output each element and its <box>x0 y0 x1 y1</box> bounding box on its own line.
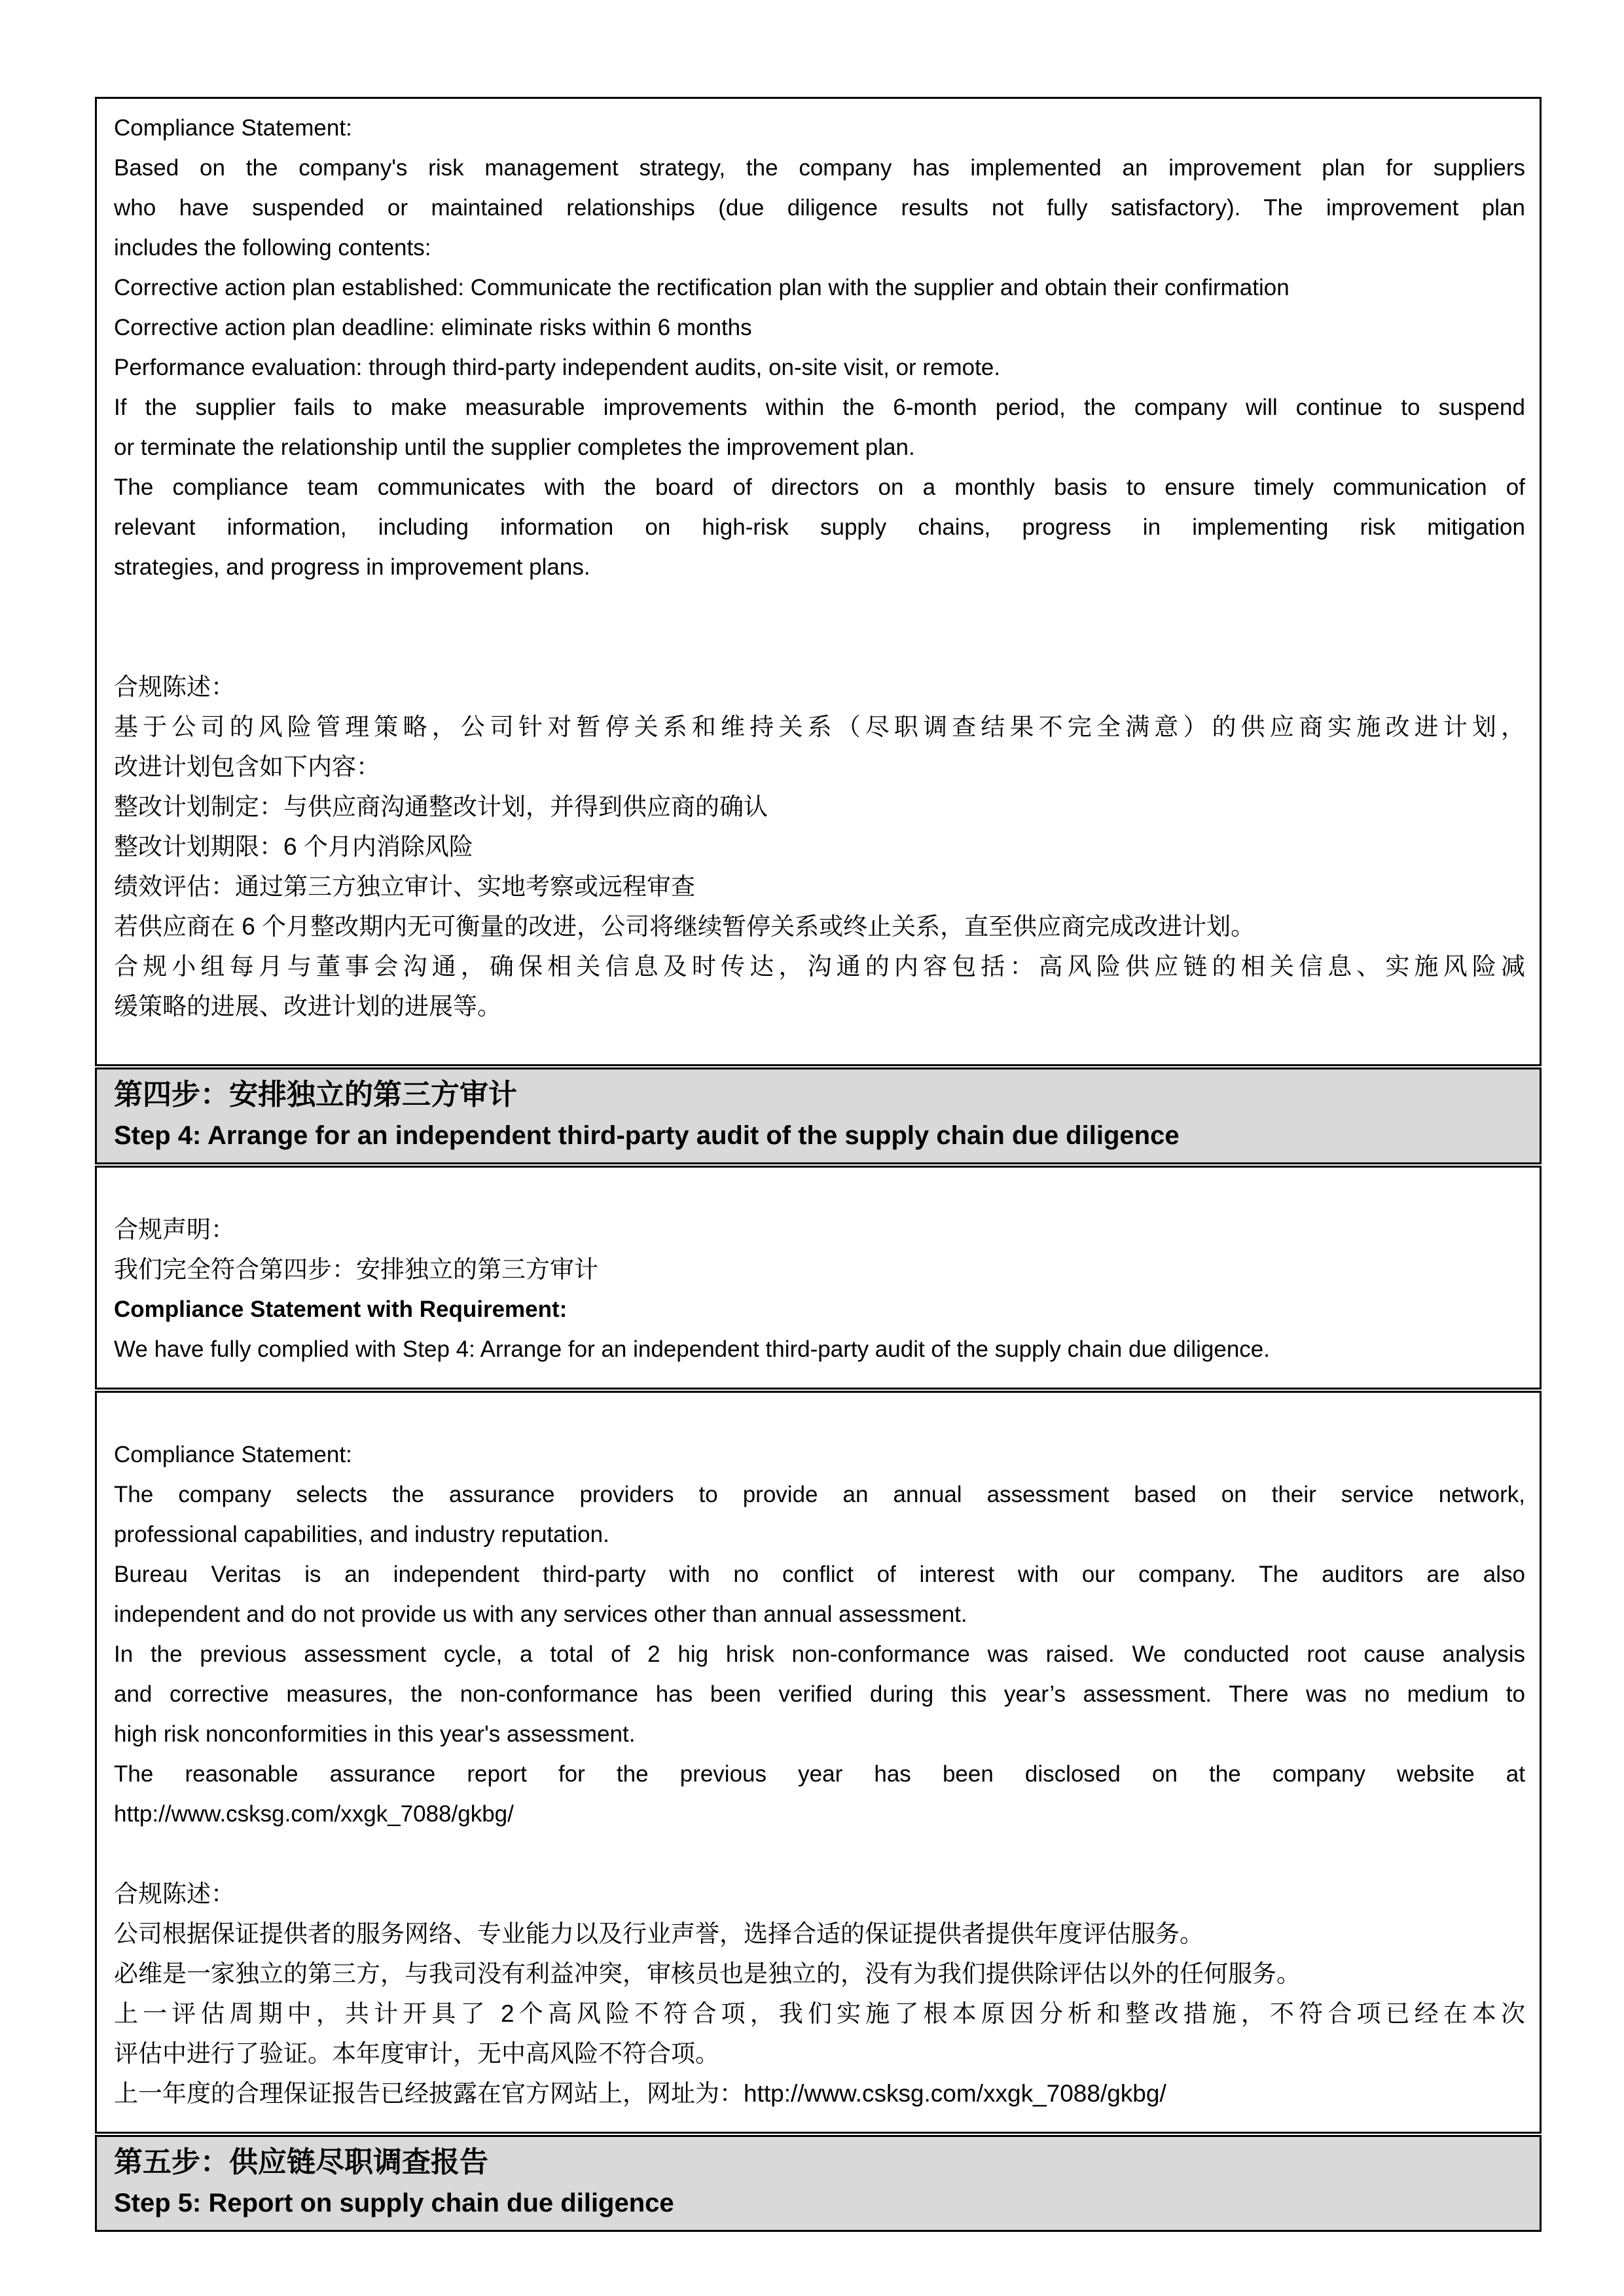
text-line: 公司根据保证提供者的服务网络、专业能力以及行业声誉，选择合适的保证提供者提供年度评估服务。 <box>114 1920 1204 1947</box>
text-line: 合规小组每月与董事会沟通，确保相关信息及时传达，沟通的内容包括：高风险供应链的相关信息、实施风险减 <box>114 953 1525 980</box>
text-line: relevant information, including information on high-risk supply chains, progress in implementing risk mitigation <box>114 514 1525 540</box>
text-line: Corrective action plan deadline: eliminate risks within 6 months <box>114 315 752 340</box>
text-line: or terminate the relationship until the supplier completes the improvement plan. <box>114 435 915 460</box>
step4-compliance-declaration-box <box>95 1166 1542 1390</box>
blank-line <box>114 627 1525 667</box>
text-line: 第四步：安排独立的第三方审计 <box>114 1079 517 1111</box>
blank-line <box>114 1834 1525 1874</box>
text-line: 基于公司的风险管理策略，公司针对暂停关系和维持关系（尽职调查结果不完全满意）的供应商实施改进计划， <box>114 713 1525 740</box>
text-line: Corrective action plan established: Communicate the rectification plan with the supplier and obtain their confirmation <box>114 275 1290 300</box>
text-line: Step 5: Report on supply chain due diligence <box>114 2189 674 2217</box>
text-line: If the supplier fails to make measurable improvements within the 6-month period, the company will continue to suspend <box>114 395 1525 420</box>
text-line: Compliance Statement with Requirement: <box>114 1297 568 1322</box>
text-line: 若供应商在 6 个月整改期内无可衡量的改进，公司将继续暂停关系或终止关系，直至供应商完成改进计划。 <box>114 913 1255 940</box>
text-line: and corrective measures, the non-conformance has been verified during this year’s assessment. There was no medium to <box>114 1681 1525 1707</box>
step5-section-header <box>95 2135 1542 2232</box>
text-line: 上一评估周期中，共计开具了 2个高风险不符合项，我们实施了根本原因分析和整改措施，不符合项已经在本次 <box>114 2000 1525 2027</box>
text-line: 合规陈述： <box>114 673 235 700</box>
text-line: The company selects the assurance providers to provide an annual assessment based on their service network, <box>114 1482 1525 1507</box>
text-line: 第五步：供应链尽职调查报告 <box>114 2146 488 2178</box>
text-line: 缓策略的进展、改进计划的进展等。 <box>114 993 501 1020</box>
text-line: Based on the company's risk management strategy, the company has implemented an improvement plan for suppliers <box>114 155 1525 181</box>
text-line: We have fully complied with Step 4: Arrange for an independent third-party audit of the supply chain due diligence. <box>114 1336 1270 1362</box>
text-line: Compliance Statement: <box>114 1442 352 1467</box>
text-line: 合规陈述： <box>114 1880 235 1907</box>
step3-improvement-plan-box <box>95 97 1542 1066</box>
text-line: 整改计划期限：6 个月内消除风险 <box>114 833 473 860</box>
text-line: Compliance Statement: <box>114 115 352 141</box>
text-line: 绩效评估：通过第三方独立审计、实地考察或远程审查 <box>114 873 695 900</box>
text-line: high risk nonconformities in this year's assessment. <box>114 1721 636 1747</box>
text-line: 必维是一家独立的第三方，与我司没有利益冲突，审核员也是独立的，没有为我们提供除评估以外的任何服务。 <box>114 1960 1301 1987</box>
text-line: 改进计划包含如下内容： <box>114 753 380 780</box>
text-line: includes the following contents: <box>114 235 431 260</box>
step4-compliance-statement-box <box>95 1391 1542 2134</box>
text-line: 合规声明： <box>114 1216 235 1243</box>
text-line: who have suspended or maintained relationships (due diligence results not fully satisfactory). The improvement plan <box>114 195 1525 221</box>
text-line: Bureau Veritas is an independent third-party with no conflict of interest with our company. The auditors are also <box>114 1562 1525 1587</box>
text-line: Performance evaluation: through third-party independent audits, on-site visit, or remote. <box>114 355 1001 380</box>
text-line: Step 4: Arrange for an independent third-party audit of the supply chain due diligence <box>114 1121 1180 1150</box>
text-line: professional capabilities, and industry reputation. <box>114 1522 609 1547</box>
text-line: http://www.csksg.com/xxgk_7088/gkbg/ <box>114 1801 514 1827</box>
text-line: The compliance team communicates with the board of directors on a monthly basis to ensure timely communication of <box>114 475 1525 500</box>
text-line: In the previous assessment cycle, a total of 2 hig hrisk non-conformance was raised. We conducted root cause analysis <box>114 1641 1525 1667</box>
text-line: The reasonable assurance report for the previous year has been disclosed on the company website at <box>114 1761 1525 1787</box>
text-line: independent and do not provide us with any services other than annual assessment. <box>114 1602 967 1627</box>
text-line: 整改计划制定：与供应商沟通整改计划，并得到供应商的确认 <box>114 793 768 820</box>
text-line: 我们完全符合第四步：安排独立的第三方审计 <box>114 1256 598 1283</box>
text-line: 上一年度的合理保证报告已经披露在官方网站上，网址为：http://www.csksg.com/xxgk_7088/gkbg/ <box>114 2080 1166 2107</box>
compliance-document <box>95 97 1542 2233</box>
text-line: strategies, and progress in improvement plans. <box>114 554 590 580</box>
step4-section-header <box>95 1067 1542 1164</box>
blank-line <box>114 587 1525 627</box>
text-line: 评估中进行了验证。本年度审计，无中高风险不符合项。 <box>114 2040 719 2067</box>
